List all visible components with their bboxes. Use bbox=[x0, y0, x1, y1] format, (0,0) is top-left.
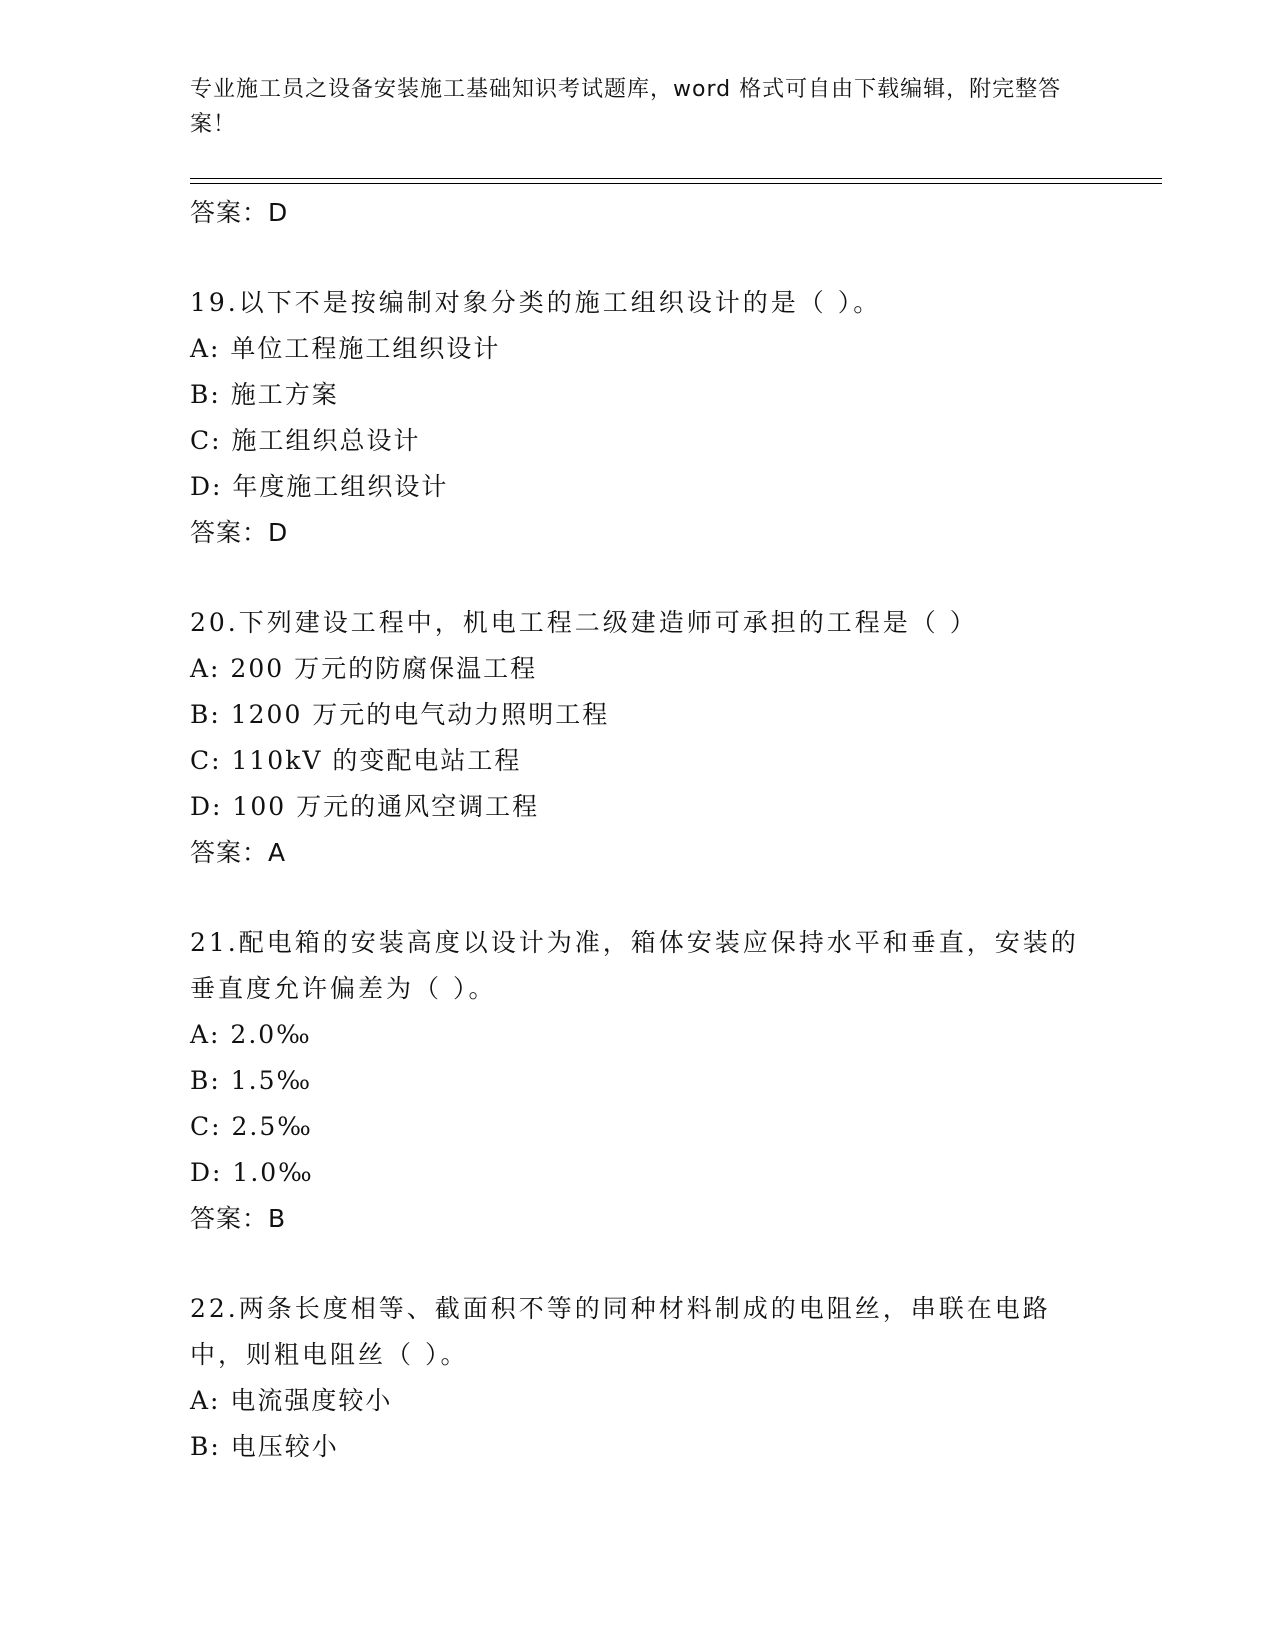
question-stem: 20.下列建设工程中，机电工程二级建造师可承担的工程是（ ） bbox=[190, 608, 978, 637]
option-a: A: 单位工程施工组织设计 bbox=[190, 334, 501, 363]
option-d: D: 1.0‰ bbox=[190, 1158, 314, 1187]
option-c: C: 110kV 的变配电站工程 bbox=[190, 746, 522, 775]
question-19 bbox=[190, 280, 1150, 556]
question-22 bbox=[190, 1286, 1150, 1470]
header-rule-bottom bbox=[190, 183, 1162, 184]
question-21 bbox=[190, 920, 1150, 1242]
header-rule-top bbox=[190, 178, 1162, 179]
option-d: D: 年度施工组织设计 bbox=[190, 472, 449, 501]
option-a: A: 电流强度较小 bbox=[190, 1386, 393, 1415]
question-20 bbox=[190, 600, 1150, 876]
option-c: C: 施工组织总设计 bbox=[190, 426, 421, 455]
option-b: B: 1.5‰ bbox=[190, 1066, 313, 1095]
option-b: B: 1200 万元的电气动力照明工程 bbox=[190, 700, 610, 729]
option-a: A: 200 万元的防腐保温工程 bbox=[190, 654, 538, 683]
question-stem: 19.以下不是按编制对象分类的施工组织设计的是（ ）。 bbox=[190, 288, 882, 317]
question-stem: 21.配电箱的安装高度以设计为准，箱体安装应保持水平和垂直，安装的垂直度允许偏差为（ ）。 bbox=[190, 928, 1079, 1003]
option-a: A: 2.0‰ bbox=[190, 1020, 312, 1049]
question-stem: 22.两条长度相等、截面积不等的同种材料制成的电阻丝，串联在电路中，则粗电阻丝（ ）。 bbox=[190, 1294, 1051, 1369]
document-header: 专业施工员之设备安装施工基础知识考试题库，word 格式可自由下载编辑，附完整答案！ bbox=[190, 77, 1062, 137]
option-b: B: 施工方案 bbox=[190, 380, 339, 409]
answer-line: 答案：D bbox=[190, 518, 289, 547]
answer-line: 答案：A bbox=[190, 838, 287, 867]
answer-line: 答案：B bbox=[190, 1204, 287, 1233]
option-d: D: 100 万元的通风空调工程 bbox=[190, 792, 540, 821]
option-b: B: 电压较小 bbox=[190, 1432, 339, 1461]
option-c: C: 2.5‰ bbox=[190, 1112, 313, 1141]
previous-answer: 答案：D bbox=[190, 198, 289, 227]
document-body bbox=[190, 190, 1150, 1470]
